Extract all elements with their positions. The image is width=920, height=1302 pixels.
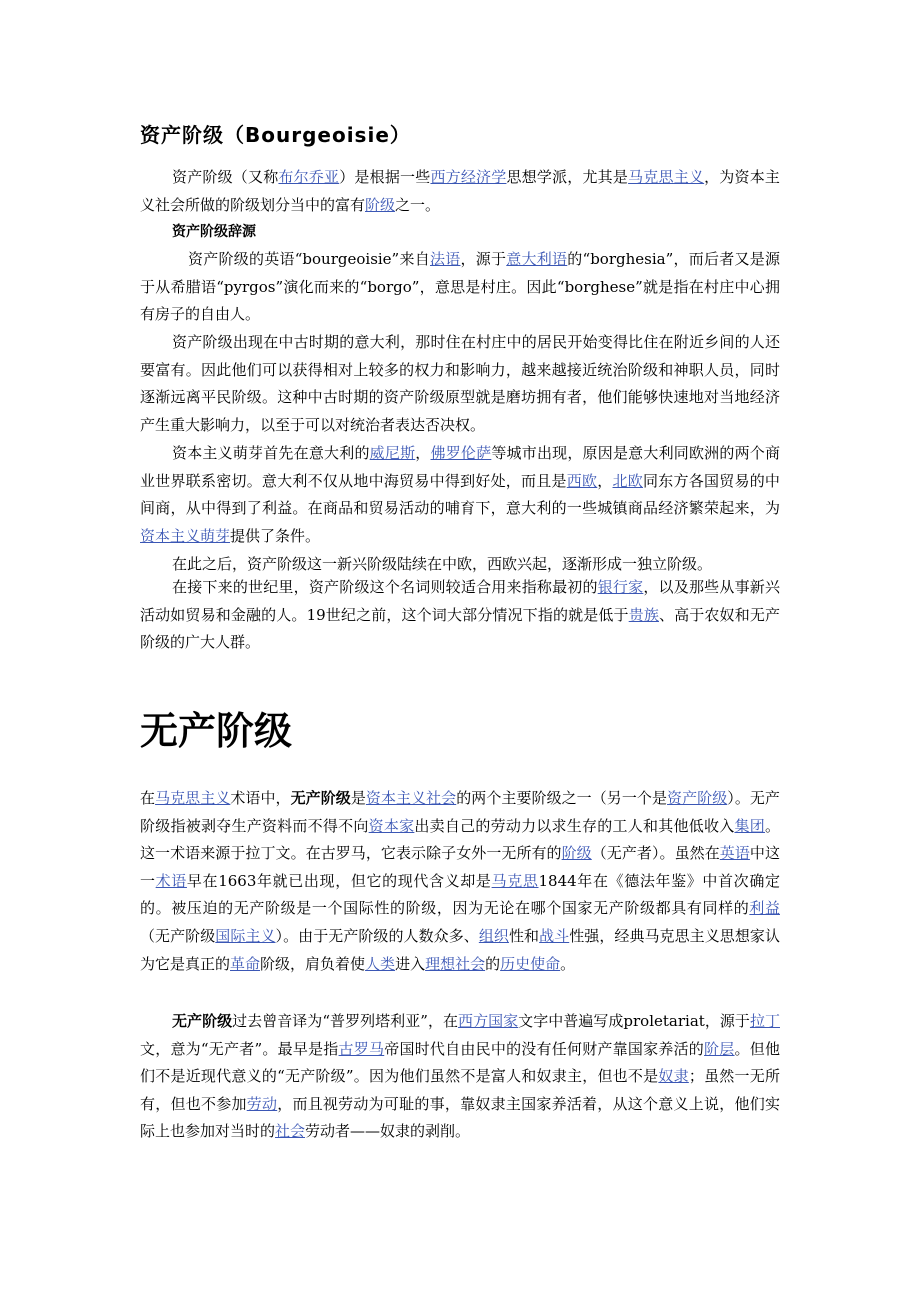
section-title-bourgeoisie: 资产阶级（Bourgeoisie） [140, 123, 411, 147]
text: （无产者）。虽然在 [591, 844, 720, 863]
link-ancient-rome[interactable]: 古罗马 [338, 1039, 385, 1058]
text: 进入 [395, 954, 426, 973]
link-marxism[interactable]: 马克思主义 [155, 789, 231, 807]
paragraph-proletariat-origin [140, 1008, 780, 1146]
text: 的两个主要阶级之一（另一个是 [456, 789, 668, 807]
text: 性和 [508, 926, 540, 945]
bold-term: 无产阶级 [172, 1012, 233, 1030]
link-society[interactable]: 社会 [275, 1122, 306, 1141]
text: ， [597, 471, 613, 490]
text: 资产阶级（又称 [172, 168, 279, 186]
text: 、高于农奴和无产阶级的广大人群。 [140, 605, 780, 652]
text: ， [415, 444, 431, 462]
link-stratum[interactable]: 阶层 [704, 1039, 735, 1058]
link-english[interactable]: 英语 [719, 844, 750, 863]
link-humanity[interactable]: 人类 [365, 954, 396, 973]
link-northern-europe[interactable]: 北欧 [612, 471, 643, 490]
link-class[interactable]: 阶级 [365, 195, 396, 214]
paragraph-capitalism-sprout [140, 440, 780, 550]
link-combat[interactable]: 战斗 [539, 926, 570, 945]
text: 中这一 [140, 844, 780, 890]
link-bourgeois[interactable]: 布尔乔亚 [278, 168, 340, 186]
text: ）。由于无产阶级的人数众多、 [275, 926, 479, 945]
text: 性强，经典马克思主义思想家认为它是真正的 [140, 926, 780, 973]
link-marxism[interactable]: 马克思主义 [628, 168, 705, 186]
link-slave[interactable]: 奴隶 [658, 1067, 689, 1086]
section-title-proletariat: 无产阶级 [140, 709, 293, 753]
paragraph-bourgeoisie-intro [140, 164, 780, 219]
paragraph-next-century [140, 574, 780, 657]
link-interest[interactable]: 利益 [749, 899, 780, 918]
text: 文字中普遍写成proletariat，源于 [518, 1012, 750, 1030]
text: 术语中， [230, 789, 291, 807]
link-group[interactable]: 集团 [734, 816, 765, 835]
link-capitalist-society[interactable]: 资本主义社会 [365, 789, 457, 807]
link-capitalism-sprout[interactable]: 资本主义萌芽 [140, 526, 231, 545]
text: 过去曾音译为“普罗列塔利亚”，在 [232, 1012, 459, 1030]
text: 劳动者——奴隶的剥削。 [305, 1122, 471, 1141]
text: 在接下来的世纪里，资产阶级这个名词则较适合用来指称最初的 [172, 578, 598, 596]
link-bourgeoisie[interactable]: 资产阶级 [667, 789, 728, 807]
text: 之一。 [395, 195, 441, 214]
link-venice[interactable]: 威尼斯 [369, 444, 416, 462]
text: 的“borghesia”，而后者又是源于从希腊语“pyrgos”演化而来的“borgo”，意思是村庄。因此“borghese”就是指在村庄中心拥有房子的自由人。 [140, 250, 780, 324]
text: ，源于 [460, 250, 507, 268]
text: 等城市出现，原因是意大利同欧洲的两个商业世界联系密切。意大利不仅从地中海贸易中得到好处，而且是 [140, 444, 780, 490]
link-banker[interactable]: 银行家 [597, 578, 644, 596]
text: 在 [140, 789, 156, 807]
paragraph-etymology [140, 246, 780, 329]
link-western-economics[interactable]: 西方经济学 [430, 168, 507, 186]
paragraph-medieval-italy: 资产阶级出现在中古时期的意大利，那时住在村庄中的居民开始变得比住在附近乡间的人还要富有。因此他们可以获得相对上较多的权力和影响力，越来越接近统治阶级和神职人员，同时逐渐远离平民阶级。这种中古时期的资产阶级原型就是磨坊拥有者，他们能够快速地对当地经济产生重大影响力，以至于可以对统治者表达否决权。 [140, 333, 780, 434]
link-ideal-society[interactable]: 理想社会 [425, 954, 486, 973]
paragraph-central-europe: 在此之后，资产阶级这一新兴阶级陆续在中欧，西欧兴起，逐渐形成一独立阶级。 [172, 555, 713, 573]
text: ，为资本主义社会所做的阶级划分当中的富有 [140, 168, 780, 214]
text: 。但他们不是近现代意义的“无产阶级”。因为他们虽然不是富人和奴隶主，但也不是 [140, 1039, 780, 1086]
link-western-countries[interactable]: 西方国家 [458, 1012, 519, 1030]
link-western-europe[interactable]: 西欧 [566, 471, 598, 490]
link-historical-mission[interactable]: 历史使命 [500, 954, 561, 973]
link-organization[interactable]: 组织 [478, 926, 509, 945]
paragraph-proletariat-definition [140, 785, 780, 978]
link-labor[interactable]: 劳动 [246, 1094, 278, 1113]
text: 文，意为“无产者”。最早是指 [140, 1039, 339, 1058]
text: 1844年在《德法年鉴》中首次确定的。被压迫的无产阶级是一个国际性的阶级，因为无论在哪个国家无产阶级都具有同样的 [140, 871, 780, 918]
link-marx[interactable]: 马克思 [491, 871, 539, 890]
link-revolution[interactable]: 革命 [230, 954, 261, 973]
bold-term: 无产阶级 [290, 789, 351, 807]
link-french[interactable]: 法语 [429, 250, 461, 268]
text: 阶级，肩负着使 [260, 954, 366, 973]
text: 同东方各国贸易的中间商，从中得到了利益。在商品和贸易活动的哺育下，意大利的一些城镇商品经济繁荣起来，为 [140, 471, 780, 518]
text: 早在1663年就已出现，但它的现代含义却是 [186, 871, 492, 890]
link-nobility[interactable]: 贵族 [628, 605, 659, 624]
link-term[interactable]: 术语 [155, 871, 187, 890]
link-internationalism[interactable]: 国际主义 [215, 926, 276, 945]
link-florence[interactable]: 佛罗伦萨 [430, 444, 492, 462]
text: 提供了条件。 [230, 526, 321, 545]
text: 的 [485, 954, 501, 973]
link-italian[interactable]: 意大利语 [506, 250, 568, 268]
text: ）是根据一些 [339, 168, 431, 186]
text: 。这一术语来源于拉丁文。在古罗马，它表示除子女外一无所有的 [140, 816, 780, 863]
text: （无产阶级 [140, 926, 216, 945]
text: 出卖自己的劳动力以求生存的工人和其他低收入 [414, 816, 735, 835]
text: 。 [560, 954, 576, 973]
text: ）。无产阶级指被剥夺生产资料而不得不向 [140, 789, 780, 835]
subheading-etymology: 资产阶级辞源 [172, 224, 256, 240]
link-latin[interactable]: 拉丁 [749, 1012, 780, 1030]
text: 帝国时代自由民中的没有任何财产靠国家养活的 [384, 1039, 705, 1058]
text: 是 [350, 789, 366, 807]
text: 资本主义萌芽首先在意大利的 [172, 444, 370, 462]
link-class[interactable]: 阶级 [561, 844, 592, 863]
link-capitalist[interactable]: 资本家 [368, 816, 415, 835]
text: ，以及那些从事新兴活动如贸易和金融的人。19世纪之前，这个词大部分情况下指的就是低于 [140, 578, 780, 624]
text: 思想学派，尤其是 [506, 168, 629, 186]
text: ；虽然一无所有，但也不参加 [140, 1067, 780, 1113]
text: 资产阶级的英语“bourgeoisie”来自 [188, 250, 430, 268]
text: ，而且视劳动为可耻的事，靠奴隶主国家养活着，从这个意义上说，他们实际上也参加对当时的 [140, 1094, 780, 1141]
